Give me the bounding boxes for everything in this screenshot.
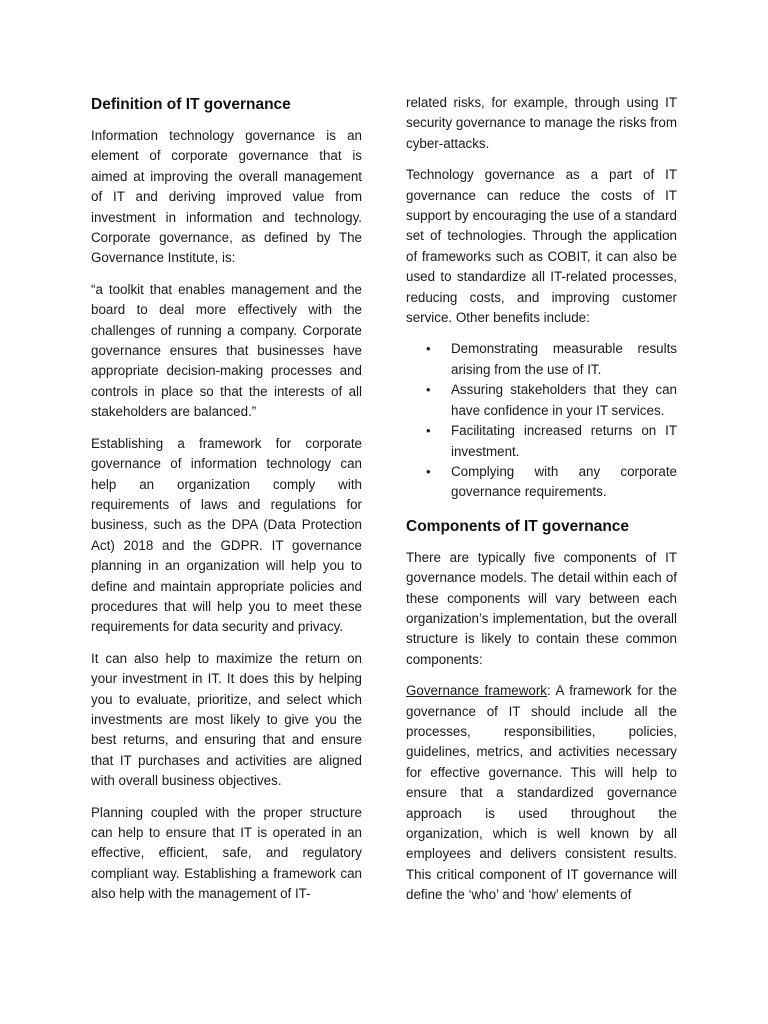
heading-components: Components of IT governance — [406, 517, 630, 535]
governance-framework-term: Governance framework — [406, 683, 547, 699]
paragraph-definition-intro: Information technology governance is an element of corporate governance that is aimed at improving the overall management of IT and deriving improved value from investment in information and technology. Corporate governance, as defined by The Governance Institute, is: — [91, 128, 362, 266]
paragraph-quote: “a toolkit that enables management and the board to deal more effectively with the challenges of running a company. Corporate governance ensures that businesses have appropriate decision-making processes and controls in place so that the interests of all stakeholders are balanced.” — [91, 281, 362, 420]
list-item-text: Facilitating increased returns on IT investment. — [451, 423, 677, 459]
paragraph-technology-governance: Technology governance as a part of IT governance can reduce the costs of IT support by encouraging the use of a standard set of technologies. Through the application of frameworks such as COBIT, it can also be used to standardize all IT-related processes, reducing costs, and improving customer service. Other benefits include: — [406, 167, 677, 326]
paragraph-return-on-investment: It can also help to maximize the return on your investment in IT. It does this by helping you to evaluate, prioritize, and select which investments are most likely to give you the best returns, and ensuring that and ensure that IT purchases and activities are aligned with overall business objectives. — [91, 650, 362, 789]
paragraph-related-risks: related risks, for example, through using IT security governance to manage the risks from cyber-attacks. — [406, 95, 677, 151]
left-column — [91, 0, 362, 916]
bullet-icon: • — [426, 423, 431, 439]
governance-framework-text: : A framework for the governance of IT should include all the processes, responsibilities, policies, guidelines, metrics, and activities necessary for effective governance. This will help to ensure that a standardized governance approach is used throughout the organization, which is well known by all employees and delivers consistent results. This critical component of IT governance will define the ‘who’ and ‘how’ elements of — [406, 683, 678, 903]
paragraph-framework-compliance: Establishing a framework for corporate governance of information technology can help an organization comply with requirements of laws and regulations for business, such as the DPA (Data Protection Act) 2018 and the GDPR. IT governance planning in an organization will help you to define and maintain appropriate policies and procedures that will help you to meet these requirements for data security and privacy. — [91, 435, 362, 635]
paragraph-components-intro: There are typically five components of IT governance models. The detail within each of these components will vary between each organization’s implementation, but the overall structure is likely to contain these common components: — [406, 549, 677, 667]
list-item-text: Assuring stakeholders that they can have confidence in your IT services. — [451, 382, 677, 418]
heading-definition: Definition of IT governance — [91, 96, 291, 113]
bullet-icon: • — [426, 382, 431, 398]
bullet-icon: • — [426, 463, 431, 479]
paragraph-planning-structure: Planning coupled with the proper structure can help to ensure that IT is operated in an effective, efficient, safe, and regulatory compliant way. Establishing a framework can also help with the management of IT- — [91, 804, 362, 902]
list-item — [406, 339, 677, 380]
list-item — [406, 462, 677, 503]
list-item-text: Complying with any corporate governance requirements. — [451, 463, 677, 500]
list-item-text: Demonstrating measurable results arising from the use of IT. — [451, 341, 677, 377]
benefits-list — [406, 339, 677, 502]
paragraph-governance-framework — [406, 681, 677, 905]
list-item — [406, 421, 677, 462]
list-item — [406, 380, 677, 421]
right-column — [406, 0, 677, 917]
bullet-icon: • — [426, 341, 431, 357]
